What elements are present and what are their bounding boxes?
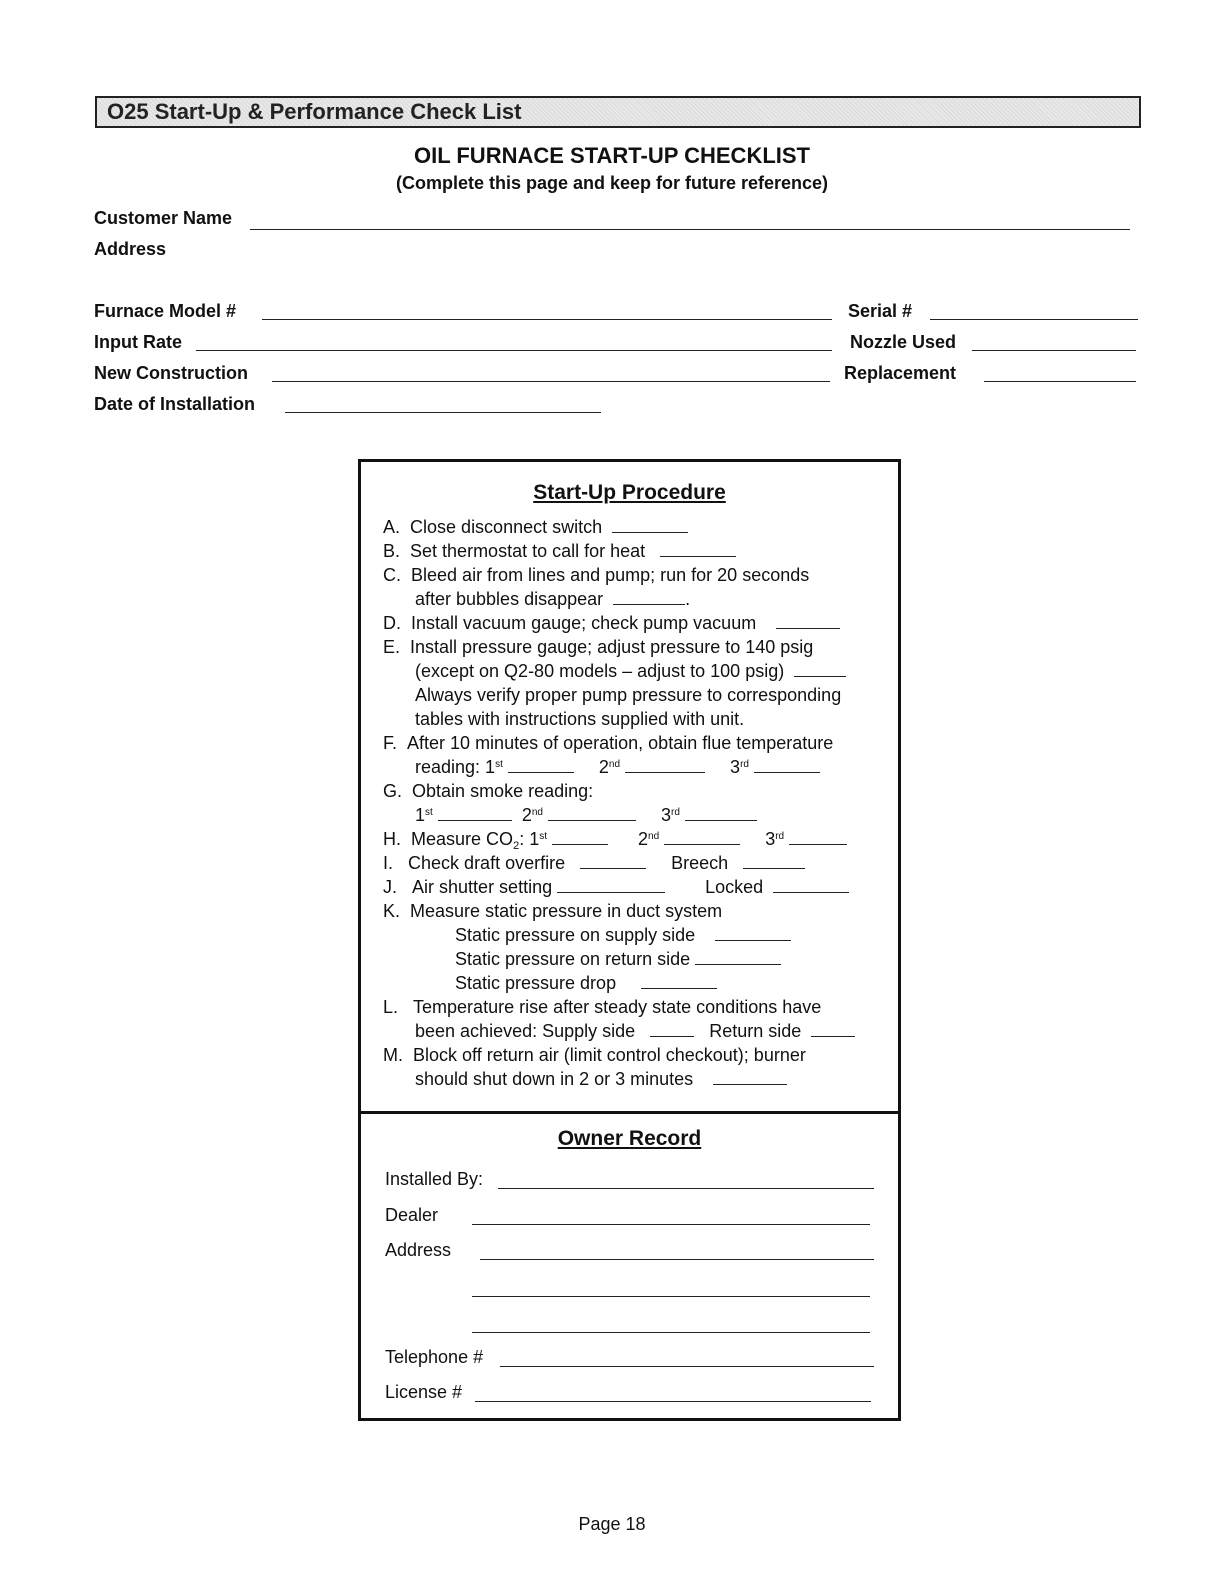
owner-record-title: Owner Record — [557, 1127, 702, 1150]
step-text: Static pressure on return side — [455, 949, 691, 969]
step-c-period: . — [685, 589, 691, 609]
step-letter: L. — [383, 997, 399, 1017]
step-i — [383, 852, 805, 876]
step-text: reading: 1 — [415, 757, 496, 777]
step-text: (except on Q2-80 models – adjust to 100 psig) — [415, 661, 785, 681]
furnace-model-field[interactable] — [262, 319, 832, 320]
license-field[interactable] — [475, 1401, 871, 1402]
serial-label: Serial # — [848, 301, 913, 321]
step-text: Obtain smoke reading: — [412, 781, 594, 801]
ordinal-number: 2 — [521, 805, 532, 825]
step-text: Measure static pressure in duct system — [410, 901, 723, 921]
step-letter: H. — [383, 829, 401, 849]
ordinal-suffix: st — [539, 831, 547, 842]
step-d-blank[interactable] — [776, 613, 840, 629]
step-letter: I. — [383, 853, 394, 873]
telephone-label: Telephone # — [385, 1347, 484, 1367]
replacement-label: Replacement — [844, 363, 957, 383]
date-installation-field[interactable] — [285, 412, 601, 413]
step-text: Temperature rise after steady state conditions have — [413, 997, 822, 1017]
ordinal-number: 2 — [638, 829, 649, 849]
step-text: After 10 minutes of operation, obtain flue temperature — [407, 733, 834, 753]
step-letter: D. — [383, 613, 401, 633]
step-e-note-2: tables with instructions supplied with unit. — [415, 709, 745, 729]
step-e-note-1: Always verify proper pump pressure to corresponding — [415, 685, 842, 705]
date-installation-label: Date of Installation — [94, 394, 256, 414]
step-text: Install pressure gauge; adjust pressure to 140 psig — [410, 637, 814, 657]
step-g-blank-1[interactable] — [438, 805, 512, 821]
step-text: Air shutter setting — [412, 877, 553, 897]
step-letter: F. — [383, 733, 398, 753]
dealer-field[interactable] — [472, 1224, 870, 1225]
step-letter: J. — [383, 877, 398, 897]
step-i-blank-1[interactable] — [580, 853, 646, 869]
step-h-blank-1[interactable] — [552, 829, 608, 845]
step-k-supply — [455, 924, 791, 948]
customer-name-field[interactable] — [250, 229, 1130, 230]
ordinal-number: 2 — [598, 757, 609, 777]
step-k-blank-1[interactable] — [715, 925, 791, 941]
section-banner — [95, 96, 1141, 128]
step-text: Close disconnect switch — [410, 517, 603, 537]
step-c — [383, 564, 809, 588]
step-a-blank[interactable] — [612, 517, 688, 533]
step-e-cont — [415, 660, 846, 684]
ordinal-suffix: st — [495, 759, 503, 770]
step-text: Breech — [671, 853, 729, 873]
procedure-list — [383, 516, 903, 1096]
step-letter: A. — [383, 517, 401, 537]
ordinal-suffix: rd — [775, 831, 785, 842]
ordinal-suffix: nd — [531, 807, 543, 818]
ordinal-suffix: rd — [740, 759, 749, 770]
step-k-drop — [455, 972, 717, 996]
step-letter: E. — [383, 637, 401, 657]
installed-by-field[interactable] — [498, 1188, 874, 1189]
section-banner-text: O25 Start-Up & Performance Check List — [107, 99, 522, 124]
replacement-field[interactable] — [984, 381, 1136, 382]
step-j — [383, 876, 849, 900]
step-h-blank-3[interactable] — [789, 829, 847, 845]
new-construction-label: New Construction — [94, 363, 249, 383]
step-text: Block off return air (limit control checkout); burner — [413, 1045, 806, 1065]
step-a — [383, 516, 688, 540]
step-f — [383, 732, 833, 756]
step-letter: M. — [383, 1045, 403, 1065]
startup-procedure-title: Start-Up Procedure — [533, 481, 726, 504]
nozzle-used-label: Nozzle Used — [850, 332, 957, 352]
step-j-blank-2[interactable] — [773, 877, 849, 893]
page-subtitle: (Complete this page and keep for future reference) — [395, 173, 829, 193]
step-h — [383, 828, 847, 852]
step-k-blank-2[interactable] — [695, 949, 781, 965]
input-rate-label: Input Rate — [94, 332, 182, 352]
step-letter: C. — [383, 565, 401, 585]
step-b — [383, 540, 736, 564]
ordinal-suffix: nd — [608, 759, 621, 770]
step-f-cont — [415, 756, 820, 780]
step-l — [383, 996, 821, 1020]
step-h-colon: : 1 — [519, 829, 540, 849]
step-text: after bubbles disappear — [415, 589, 604, 609]
step-m-blank[interactable] — [713, 1069, 787, 1085]
step-text: Check draft overfire — [408, 853, 566, 873]
step-k — [383, 900, 722, 924]
step-b-blank[interactable] — [660, 541, 736, 557]
ordinal-suffix: rd — [671, 807, 680, 818]
step-j-blank-1[interactable] — [557, 877, 665, 893]
step-d — [383, 612, 840, 636]
step-m-cont — [415, 1068, 787, 1092]
step-m — [383, 1044, 806, 1068]
owner-address-field-3[interactable] — [472, 1332, 870, 1333]
step-text: Static pressure drop — [455, 973, 617, 993]
step-c-cont — [415, 588, 690, 612]
step-f-blank-3[interactable] — [754, 757, 820, 773]
step-e — [383, 636, 813, 660]
license-label: License # — [385, 1382, 463, 1402]
input-rate-field[interactable] — [196, 350, 832, 351]
telephone-field[interactable] — [500, 1366, 874, 1367]
step-i-blank-2[interactable] — [743, 853, 805, 869]
step-g-blank-3[interactable] — [685, 805, 757, 821]
step-text: Bleed air from lines and pump; run for 20 seconds — [411, 565, 810, 585]
owner-address-field-1[interactable] — [480, 1259, 874, 1260]
step-l-blank-1[interactable] — [650, 1021, 694, 1037]
step-g — [383, 780, 593, 804]
step-text: been achieved: Supply side — [415, 1021, 636, 1041]
ordinal-suffix: nd — [648, 831, 660, 842]
step-c-blank[interactable] — [613, 589, 685, 605]
step-letter: G. — [383, 781, 403, 801]
furnace-model-label: Furnace Model # — [94, 301, 237, 321]
serial-field[interactable] — [930, 319, 1138, 320]
dealer-label: Dealer — [385, 1205, 439, 1225]
step-f-blank-2[interactable] — [625, 757, 705, 773]
step-letter: B. — [383, 541, 401, 561]
step-g-cont — [415, 804, 757, 828]
step-text: Set thermostat to call for heat — [410, 541, 646, 561]
step-k-return — [455, 948, 781, 972]
subscript: 2 — [513, 840, 520, 852]
step-text: should shut down in 2 or 3 minutes — [415, 1069, 694, 1089]
step-l-blank-2[interactable] — [811, 1021, 855, 1037]
step-e-blank[interactable] — [794, 661, 846, 677]
step-text: Locked — [705, 877, 764, 897]
ordinal-suffix: st — [425, 807, 433, 818]
customer-name-label: Customer Name — [94, 208, 233, 228]
ordinal-number: 3 — [765, 829, 776, 849]
page-number: Page 18 — [578, 1514, 646, 1534]
step-k-blank-3[interactable] — [641, 973, 717, 989]
nozzle-used-field[interactable] — [972, 350, 1136, 351]
step-letter: K. — [383, 901, 401, 921]
ordinal-number: 3 — [730, 757, 741, 777]
step-h-blank-2[interactable] — [664, 829, 740, 845]
page-title: OIL FURNACE START-UP CHECKLIST — [413, 143, 810, 168]
step-g-blank-2[interactable] — [548, 805, 636, 821]
ordinal-number: 1 — [415, 805, 426, 825]
step-text: Return side — [709, 1021, 802, 1041]
step-text: Install vacuum gauge; check pump vacuum — [411, 613, 757, 633]
step-text: Static pressure on supply side — [455, 925, 696, 945]
address-label: Address — [94, 239, 167, 259]
ordinal-number: 3 — [661, 805, 672, 825]
installed-by-label: Installed By: — [385, 1169, 484, 1189]
owner-address-field-2[interactable] — [472, 1296, 870, 1297]
step-text: Measure CO — [411, 829, 514, 849]
owner-address-label: Address — [385, 1240, 452, 1260]
step-l-cont — [415, 1020, 855, 1044]
step-f-blank-1[interactable] — [508, 757, 574, 773]
new-construction-field[interactable] — [272, 381, 830, 382]
owner-record-box — [358, 1111, 901, 1421]
